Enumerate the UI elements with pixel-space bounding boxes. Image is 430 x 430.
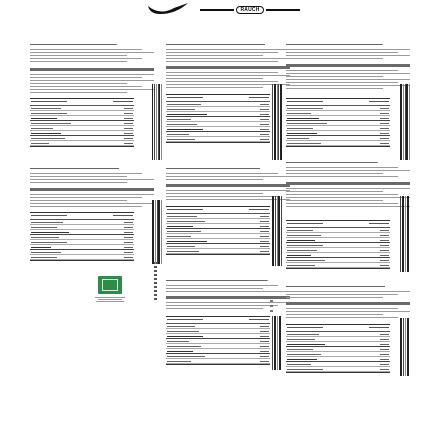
brand-bar [200, 6, 300, 14]
ingredients-heading [30, 68, 154, 71]
eco-certification-icon [98, 276, 122, 294]
product-description [30, 173, 154, 185]
vertical-text-marks [152, 262, 158, 308]
nutrition-table [166, 206, 270, 255]
product-description [166, 173, 290, 182]
ingredients-heading [166, 66, 290, 69]
nutrition-table [286, 220, 390, 269]
badge-caption [92, 296, 128, 303]
ingredients-text [286, 70, 410, 91]
product-title [166, 166, 290, 171]
product-title [286, 42, 410, 47]
barcode-strip [272, 84, 282, 160]
product-title [30, 166, 154, 171]
product-title [286, 284, 410, 289]
brand-line-right [266, 9, 300, 11]
ingredients-text [30, 194, 154, 209]
nutrition-table [30, 98, 134, 147]
ingredients-heading [286, 182, 410, 185]
nutrition-table [286, 98, 390, 147]
nutrition-table [166, 316, 270, 365]
barcode-strip [272, 316, 282, 370]
ingredients-heading [286, 302, 410, 305]
ingredients-text [286, 308, 410, 320]
product-title [30, 42, 154, 47]
product-description [30, 49, 154, 64]
nutrition-table [166, 94, 270, 143]
header [0, 0, 430, 22]
product-description [166, 49, 290, 64]
product-description [286, 291, 410, 300]
barcode-strip [152, 200, 162, 264]
ingredients-heading [166, 296, 290, 299]
ingredients-text [30, 74, 154, 95]
ingredients-heading [166, 184, 290, 187]
product-description [286, 167, 410, 179]
brand-label: RAUCH [236, 6, 263, 14]
product-title [286, 160, 410, 165]
product-title [166, 42, 290, 47]
ingredients-text [286, 188, 410, 209]
ingredients-heading [286, 64, 410, 67]
nutrition-table [286, 324, 390, 373]
swoosh-logo-icon [146, 2, 190, 16]
product-description [286, 49, 410, 61]
product-title [166, 278, 290, 283]
barcode-strip [400, 318, 410, 376]
barcode-strip [400, 84, 410, 160]
barcode-strip [272, 196, 282, 266]
barcode-strip [152, 84, 162, 160]
ingredients-heading [30, 188, 154, 191]
side-marks [270, 300, 273, 315]
product-description [166, 285, 290, 294]
brand-line-left [200, 9, 234, 11]
barcode-strip [400, 196, 410, 272]
nutrition-table [30, 212, 134, 261]
